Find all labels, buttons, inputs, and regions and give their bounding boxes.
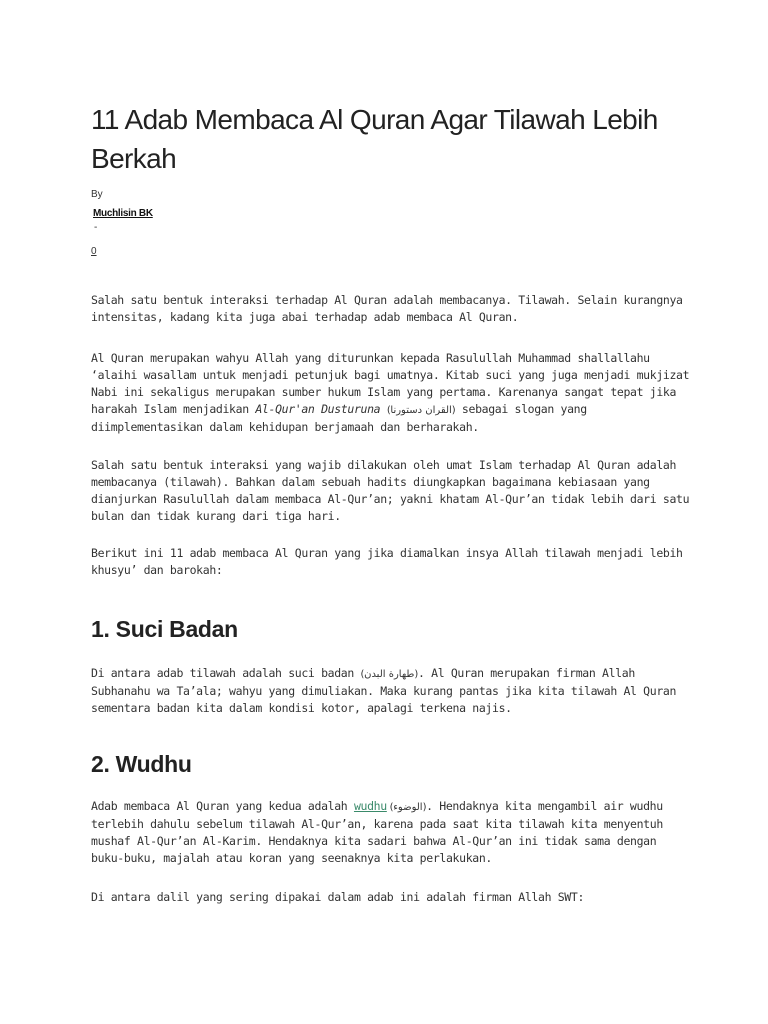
paragraph-text: . Al Quran merupakan firman Allah Subhanahu wa Ta’ala; wahyu yang dimuliakan. Maka kurang pantas jika kita tilawah Al Quran sementara badan kita dalam kondisi kotor, apalagi terkena najis. xyxy=(91,666,677,715)
quran-description-paragraph xyxy=(91,350,691,436)
section-heading-wudhu: 2. Wudhu xyxy=(91,751,192,777)
paragraph-text: Adab membaca Al Quran yang kedua adalah xyxy=(91,799,354,813)
intro-paragraph: Salah satu bentuk interaksi terhadap Al Quran adalah membacanya. Tilawah. Selain kurangnya intensitas, kadang kita juga abai terhadap adab membaca Al Quran. xyxy=(91,293,683,324)
dalil-paragraph: Di antara dalil yang sering dipakai dalam adab ini adalah firman Allah SWT: xyxy=(91,890,585,904)
paragraph-text: . Hendaknya kita mengambil air wudhu terlebih dahulu sebelum tilawah Al-Qur’an, karena pada saat kita tilawah kita menyentuh mushaf Al-Qur’an Al-Karim. Hendaknya kita sadari bahwa Al-Qur’an ini tidak sama dengan buku-buku, majalah atau koran yang seenaknya kita perlakukan. xyxy=(91,799,663,865)
arabic-term: (طهارة البدن) xyxy=(360,669,418,680)
author-link[interactable]: Muchlisin BK xyxy=(93,208,153,219)
paragraph-text: Al Quran merupakan wahyu Allah yang diturunkan kepada Rasulullah Muhammad shallallahu ‘alaihi wasallam untuk menjadi petunjuk bagi umatnya. Kitab suci yang juga menjadi mukjizat Nabi ini sekaligus merupakan sumber hukum Islam yang pertama. Karenanya sangat tepat jika harakah Islam menjadikan xyxy=(91,351,690,416)
paragraph-text: sebagai slogan yang diimplementasikan dalam kehidupan berjamaah dan berharakah. xyxy=(91,402,587,434)
paragraph-text: Di antara adab tilawah adalah suci badan xyxy=(91,666,361,680)
interaction-paragraph: Salah satu bentuk interaksi yang wajib dilakukan oleh umat Islam terhadap Al Quran adalah membacanya (tilawah). Bahkan dalam sebuah hadits diungkapkan bagaimana kebiasaan yang dianjurkan Rasulullah dalam membaca Al-Qur’an; yakni khatam Al-Qur’an tidak lebih dari satu bulan dan tidak kurang dari tiga hari. xyxy=(91,458,690,523)
arabic-slogan: (القران دستورنا) xyxy=(386,405,456,416)
arabic-term: (الوضوء) xyxy=(386,802,427,813)
wudhu-link[interactable]: wudhu xyxy=(353,799,387,813)
by-label: By xyxy=(91,189,103,200)
byline-separator: - xyxy=(94,222,98,233)
comments-count-link[interactable]: 0 xyxy=(91,246,97,257)
suci-badan-paragraph xyxy=(91,665,691,717)
article-title: 11 Adab Membaca Al Quran Agar Tilawah Lebih Berkah xyxy=(91,104,658,174)
list-intro-paragraph: Berikut ini 11 adab membaca Al Quran yang jika diamalkan insya Allah tilawah menjadi lebih khusyu’ dan barokah: xyxy=(91,546,683,577)
wudhu-paragraph xyxy=(91,798,691,867)
article xyxy=(91,100,691,904)
slogan-italic: Al-Qur'an Dusturuna xyxy=(255,402,381,416)
section-heading-suci-badan: 1. Suci Badan xyxy=(91,616,238,642)
